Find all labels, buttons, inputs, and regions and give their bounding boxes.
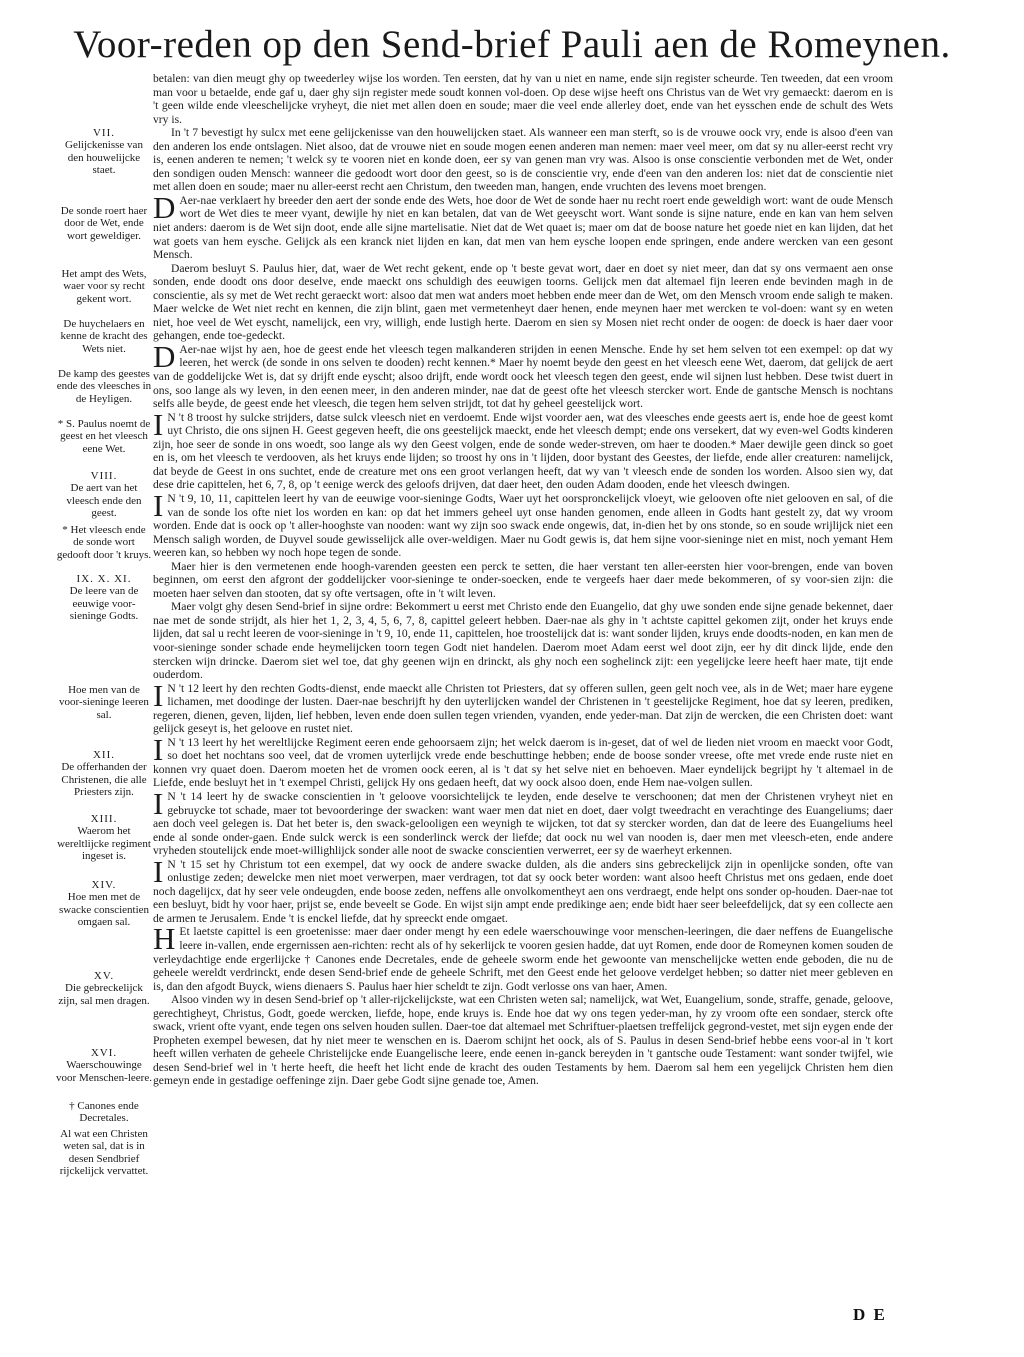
margin-note-viii <box>56 470 152 520</box>
margin-note-number: XVI. <box>90 1047 118 1059</box>
margin-note-text: * S. Paulus noemt de geest en het vleesch eene Wet. <box>57 418 151 455</box>
margin-note-xiii <box>56 813 152 863</box>
margin-note-text: Waerom het wereltlijcke regiment ingeset is. <box>57 825 151 863</box>
paragraph: D Aer-nae verklaert hy breeder den aert der sonde ende des Wets, hoe door de Wet de sonde haer nu recht roert ende geweldigh wort: want de oude Mensch wort de Wet dies te meer vyant, dewijle hy niet en kan betalen, dat van de Wet geeyscht wort. Want sonde is sijne nature, ende en kan van hem selven niet anders: daerom is de Wet sijn doot, ende alle sijne martelisatie. Niet dat de Wet quaet is; maer om dat de boose nature het goede niet en kan lijden, dat het wat goets van hem eysche. Gelijck als een kranck niet lijden en kan, dat men van hem eysche loopen ende springen, ende andere wercken van een gesont Mensch. <box>153 189 893 262</box>
drop-capital: D <box>153 338 176 374</box>
paragraph: Alsoo vinden wy in desen Send-brief op 't aller-rijckelijckste, wat een Christen weten sal; namelijck, wat Wet, Euangelium, sonde, straffe, genade, geloove, gerechtigheyt, Christus, Godt, goede wercken, liefde, hope, ende kruys is. Ende hoe dat wy ons tegen yeder-man, hy zy vroom ofte een sondaer, sterck ofte swack, vrient ofte vyant, ende tegen ons selven houden sullen. Daer-toe dat altemael met Schriftuer-plaetsen treffelijck gegrond-vestet, met sijn eygen ende der Propheten exempel bewesen, dat hy niet meer te wenschen en is. Daerom schijnt het oock, als of S. Paulus in desen Send-brief hebbe eens voor-al in 't kort heeft willen verhaten de geheele Christelijcke ende Euangelische leere, ende eenen in-ganck bereyden in 't gantsche oude Testament: want sonder twijfel, wie desen Send-brief wel in 't herte heeft, die heeft het licht ende de kracht des ouden Testaments by hem. Daerom sal hem een yegelijck Christen hem dien gemeyn ende in gestadige oeffeninge zijn. Daer gebe Godt sijne genade toe, Amen. <box>153 993 893 1088</box>
margin-note-voorsieninge <box>56 684 152 721</box>
margin-note-text: De leere van de eeuwige voor-sieninge Godts. <box>69 585 139 623</box>
margin-note-xiv <box>56 879 152 929</box>
margin-note-text: Waerschouwinge voor Menschen-leere. <box>56 1059 152 1084</box>
paragraph: I N 't 8 troost hy sulcke strijders, datse sulck vleesch niet en verdoemt. Ende wijst voorder aen, wat des vleesches ende geests aert is, ende hoe de geest komt uyt Christo, die ons sijnen H. Geest gegeven heeft, die ons geestelijck maeckt, ende het vleesch dempt; ende ons versekert, dat wy even-wel Godts kinderen zijn, hoe seer de sonde in ons woedt, soo lange als wy den Geest volgen, ende de sonde weder-streven, om haer te dooden.* Maer dewijle geen dinck so goet en is, om het vleesch te verdooven, als het kruys ende lijden; so troost hy ons in 't lijden, door bystant des Geestes, der liefde, ende aller creaturen: namelijck, dat beyde de Geest in ons suchtet, ende de creature met ons een groot verlangen heeft, dat wy van 't vleesch ende de sonden los worden. Alsoo sien wy, dat dese drie capittelen, het 6, 7, 8, op 't eenige werck des geloofs drijven, dat daer heet, den ouden Adam dooden, ende het vleesch dwingen. <box>153 406 893 492</box>
margin-note-canones <box>56 1100 152 1125</box>
margin-note-text: Het ampt des Wets, waer voor sy recht gekent wort. <box>61 268 147 305</box>
margin-note-huychelaers <box>56 318 152 355</box>
margin-note-number: XIV. <box>91 879 117 891</box>
margin-note-text: † Canones ende Decretales. <box>69 1100 139 1125</box>
paragraph: Maer volgt ghy desen Send-brief in sijne ordre: Bekommert u eerst met Christo ende den Euangelio, dat ghy uwe sonden ende sijne genade bekennet, daer nae met de sonde strijdt, als hier het 1, 2, 3, 4, 5, 6, 7, 8, capittel geleert hebben. Daer-nae als ghy in 't achtste capittel gekomen zijt, onder het kruys ende lijden, dat sal u recht leeren de voor-sieninge in 't 9, 10, ende 11, capittelen, hoe troostelijck dat is: want sonder lijden, kruys ende doodts-noden, en kan men de voor-sieninge sonder schade ende heymelijcken toorn tegen Godt niet handelen. Daerom moet Adam eerst wel doot zijn, eer hy dit dinck lijde, ende den stercken wijn drincke. Daerom siet wel toe, dat ghy geenen wijn en drinckt, als ghy noch een soghelinck zijt: een yegelijcke leere heeft haer mate, tijt ende ouderdom. <box>153 600 893 682</box>
drop-capital: I <box>153 853 164 889</box>
paragraph: Daerom besluyt S. Paulus hier, dat, waer de Wet recht gekent, ende op 't beste gevat wort, daer en doet sy niet meer, dan dat sy ons vermaent aen onse sonden, ende doodt ons door deselve, ende maeckt ons schuldigh des eeuwigen toorns. Gelijck men dat altemael fijn leeren ende bevinden magh in de conscientie, als sy met de Wet recht geraeckt wort: alsoo dat men wat anders moet hebben ende meer dan de Wet, om den Mensch vroom ende saligh te maken. Maer welcke de Wet niet recht en kennen, die zijn blint, gaen met vermetenheyt daer henen, ende meynen haer met wercken te vol-doen: want sy en weten niet, hoe veel de Wet eyscht, namelijck, een vry, willigh, ende lustigh herte. Daerom en sien sy Mosen niet recht onder de oogen: de doeck is haer daer voor gehangen, ende toe-gedeckt. <box>153 261 893 343</box>
paragraph: D Aer-nae wijst hy aen, hoe de geest ende het vleesch tegen malkanderen strijden in eenen Mensche. Ende hy set hem selven tot een exempel: op dat wy leeren, het werck (de sonde in ons selven te dooden) recht kennen.* Maer hy noemt beyde den geest en het vleesch eene Wet, daerom, dat gelijck de aert van de goddelijcke Wet is, dat sy drijft ende eyscht; alsoo drijft, ende wordt oock het vleesch tegen den geest, ende wil sijnen lust hebben. Dese twist duert in ons, soo lange als wy leven, in den eenen meer, in den anderen minder, nae dat de geest ofte het vleesch stercker wort. Ende de gantsche Mensch is nochtans selfs alle beyde, de geest ende het vleesch, die tegen hem selven strijdt, tot dat hy geheel geestelijck wort. <box>153 338 893 411</box>
margin-note-text: Al wat een Christen weten sal, dat is in desen Sendbrief rijckelijck vervattet. <box>59 1128 149 1178</box>
margin-note-text: De kamp des geestes ende des vleesches in de Heyligen. <box>56 368 152 405</box>
paragraph: I N 't 12 leert hy den rechten Godts-dienst, ende maeckt alle Christen tot Priesters, dat sy offeren sullen, geen gelt noch vee, als in de Wet; maer hare eygene lichamen, met doodinge der lusten. Daer-nae beschrijft hy den uyterlijcken wandel der Christenen in 't geestelijcke Regiment, hoe dat sy leeren, prediken, regeren, dienen, geven, lijden, lief hebben, leven ende doen sullen tegen vrienden, vyanden, ende yeder-man. Dat zijn de wercken, die een Christen doet: want gelijck geseyt is, het geloove en rustet niet. <box>153 677 893 736</box>
drop-capital: I <box>153 731 164 767</box>
margin-note-xii <box>56 749 152 799</box>
margin-note-paulus <box>56 418 152 455</box>
margin-note-ix-x-xi <box>56 573 152 623</box>
paragraph: Maer hier is den vermetenen ende hoogh-varenden geesten een perck te setten, die haer verstant ten aller-eersten hier voor-brengen, ende van boven beginnen, om eerst den afgront der goddelijcker voor-sieninge te onder-soecken, ende te vergeefs haer daer mede bekommeren, of sy voor-sien zijn: die moeten haer selven dan stooten, dat sy ofte vertsagen, ofte in 't wilt leven. <box>153 559 893 600</box>
paragraph: In 't 7 bevestigt hy sulcx met eene gelijckenisse van den houwelijcken staet. Als wanneer een man sterft, so is de vrouwe oock vry, ende is alsoo d'een van den anderen los ende ontslagen. Niet alsoo, dat de vrouwe niet en soude mogen eenen anderen man nemen: maer veel meer, om dat sy nu aller-eerst recht vry is, eenen anderen te nemen; 't welck sy te vooren niet en konde doen, eer sy van genen man vry was. Alsoo is onse conscientie verbonden met de Wet, onder den sondigen ouden Mensch: wanneer die gedoodt wort door den geest, so is de conscientie vry, ende d'een van den anderen los: niet dat de conscientie niet met allen doen en soude; maer nu aller-eerst recht aen Christum, den tweeden man, hangen, ende vruchten des levens moet brengen. <box>153 126 893 194</box>
margin-note-number: IX. X. XI. <box>76 573 132 585</box>
margin-note-christen <box>56 1128 152 1178</box>
paragraph: I N 't 14 leert hy de swacke conscientien in 't geloove voorsichtelijck te leyden, ende deselve te verschoonen; dat men der Christenen vryheyt niet en gebruycke tot schade, maer tot bevoorderinge der swacken: want waer men dat niet en doet, daer volgt tweedracht en verachtinge des Euangeliums; daer aen doch veel gelegen is. Dat het beter is, den swack-gelooligen een weynigh te wijcken, tot dat sy stercker worden, dan dat de leere des Euangeliums heel ende al sonde onder-gaen. Ende sulck werck is een sonderlinck werck der liefde; dat oock nu wel van nooden is, daer men met vleesch-eten, ende andere vryheden stoutelijck ende moet-willighlijck sonder alle noot de swacke conscientien verwerret, eer sy de waerheyt erkennen. <box>153 785 893 858</box>
drop-capital: H <box>153 921 176 957</box>
margin-note-text: De offerhanden der Christenen, die alle Priesters zijn. <box>61 761 147 799</box>
paragraph: I N 't 15 set hy Christum tot een exempel, dat wy oock de andere swacke dulden, als die anders sins gebreckelijck zijn in openlijcke sonden, ofte van onlustige zeden; dewelcke men niet moet verwerpen, maer verdragen, tot dat sy oock beter worden: want alsoo heeft Christus met ons gedaen, ende doet noch dagelijcx, dat hy seer vele ondeugden, ende boose zeden, neffens alle onvolkomentheyt aen ons verdraegt, ende helpt ons sonder op-houden. Daer-nae tot een besluyt, bidt hy voor haer, prijst se, ende beveelt se Gode. En wijst sijn ampt ende predikinge aen; ende bidt haer seer beleefdelijck, dat sy een collecte aen de armen te Jerusalem. Ende 't is enckel liefde, dat hy spreeckt ende omgaet. <box>153 853 893 925</box>
margin-note-sonde <box>56 205 152 242</box>
margin-note-vleesch <box>56 524 152 561</box>
margin-note-text: Gelijckenisse van den houwelijcke staet. <box>65 139 143 177</box>
drop-capital: I <box>153 487 164 523</box>
drop-capital: I <box>153 785 164 821</box>
margin-note-number: XIII. <box>90 813 118 825</box>
margin-note-xvi <box>56 1047 152 1084</box>
margin-note-text: * Het vleesch ende de sonde wort gedooft door 't kruys. <box>56 524 152 561</box>
paragraph: H Et laetste capittel is een groetenisse: maer daer onder mengt hy een edele waerschouwinge voor menschen-leeringen, die daer neffens de Euangelische leere in-vallen, ende ergernissen aen-richten: recht als of hy sekerlijck te vooren gesien hadde, dat uyt Romen, ende door de Romeynen komen souden de verleydachtige ende ergerlijcke † Canones ende Decretales, ende de geheele sworm ende het gewoonte van menschelijcke wetten ende geboden, die nu de geheele wereldt verdrinckt, ende desen Send-brief ende de geheele Schrift, met den Geest ende het geloove verdelget hebben; so datter niet meer gebleven en is, dan den afgodt Buyck, wiens dienaers S. Paulus haer hier scheldt te zijn. Godt verlosse ons van haer, Amen. <box>153 921 893 993</box>
margin-note-text: Hoe men van de voor-sieninge leeren sal. <box>59 684 149 721</box>
margin-note-xv <box>56 970 152 1007</box>
drop-capital: D <box>153 189 176 225</box>
margin-note-vii <box>56 127 152 177</box>
margin-note-text: De huychelaers en kenne de kracht des Wets niet. <box>60 318 148 355</box>
drop-capital: I <box>153 677 164 713</box>
margin-note-number: VII. <box>92 127 116 139</box>
main-text <box>153 72 893 1088</box>
margin-note-text: Hoe men met de swacke conscientien omgaen sal. <box>58 891 150 929</box>
page-title: Voor-reden op den Send-brief Pauli aen de Romeynen. <box>73 23 951 66</box>
paragraph: I N 't 9, 10, 11, capittelen leert hy van de eeuwige voor-sieninge Godts, Waer uyt het oorspronckelijck vloeyt, wie gelooven ofte niet gelooven en sal, of die van de sonde los ofte niet los worden en kan: op dat het immers geheel uyt onse handen genomen, ende alleen in Godts hant gestelt zy, dat wy vroom worden. Ende dat is oock op 't aller-hooghste van nooden: want wy zijn soo swack ende ongewis, dat, in-dien het by ons stonde, so en soude wrijlijck niet een Mensch saligh worden, de Duyvel soude gewisselijck alle over-weldigen. Maer nu Godt gewis is, dat hem sijne voor-sieninge niet en mist, noch yemant Hem weeren kan, so hebben wy noch hope tegen de sonde. <box>153 487 893 560</box>
catchword: D E <box>853 1305 887 1324</box>
margin-note-kamp <box>56 368 152 405</box>
margin-note-text: Die gebreckelijck zijn, sal men dragen. <box>58 982 150 1007</box>
drop-capital: I <box>153 406 164 442</box>
margin-note-ampt <box>56 268 152 305</box>
margin-note-number: VIII. <box>90 470 118 482</box>
margin-note-number: XV. <box>93 970 115 982</box>
margin-note-text: De aert van het vleesch ende den geest. <box>66 482 142 520</box>
margin-note-number: XII. <box>92 749 116 761</box>
margin-note-text: De sonde roert haer door de Wet, ende wort geweldiger. <box>60 205 148 242</box>
paragraph: betalen: van dien meugt ghy op tweederley wijse los worden. Ten eersten, dat hy van u niet en name, ende sijn register scheurde. Ten tweeden, dat een vroom man voor u betaelde, ende gaf u, daer ghy sijn register mede soudt konnen vol-doen. Op dese wijse heeft ons Christus van de Wet vry gemaeckt: daerom en is 't geen wilde ende vleeschelijcke vryheyt, die niet met allen doen en soude; maer die veel ende allerley doet, ende van het eysschen ende de schult des Wets vry is. <box>153 72 893 126</box>
paragraph: I N 't 13 leert hy het wereltlijcke Regiment eeren ende gehoorsaem zijn; het welck daerom is in-geset, dat of wel de lieden niet vroom en maeckt voor Godt, so doet het nochtans soo veel, dat de vromen uyterlijck vrede ende beschuttinge hebben; ende de boose sonder vreese, ofte met vrede ende ruste niet en konnen vry quaet doen. Daerom moeten het de vromen oock eeren, al is 't dat sy het selve niet en behoeven. Maer eyndelijck begrijpt hy 't altemael in de Liefde, ende besluyt het in 't exempel Christi, gelijck Hy ons gedaen heeft, dat wy oock alsoo doen, ende Hem nae-volgen sullen. <box>153 731 893 790</box>
